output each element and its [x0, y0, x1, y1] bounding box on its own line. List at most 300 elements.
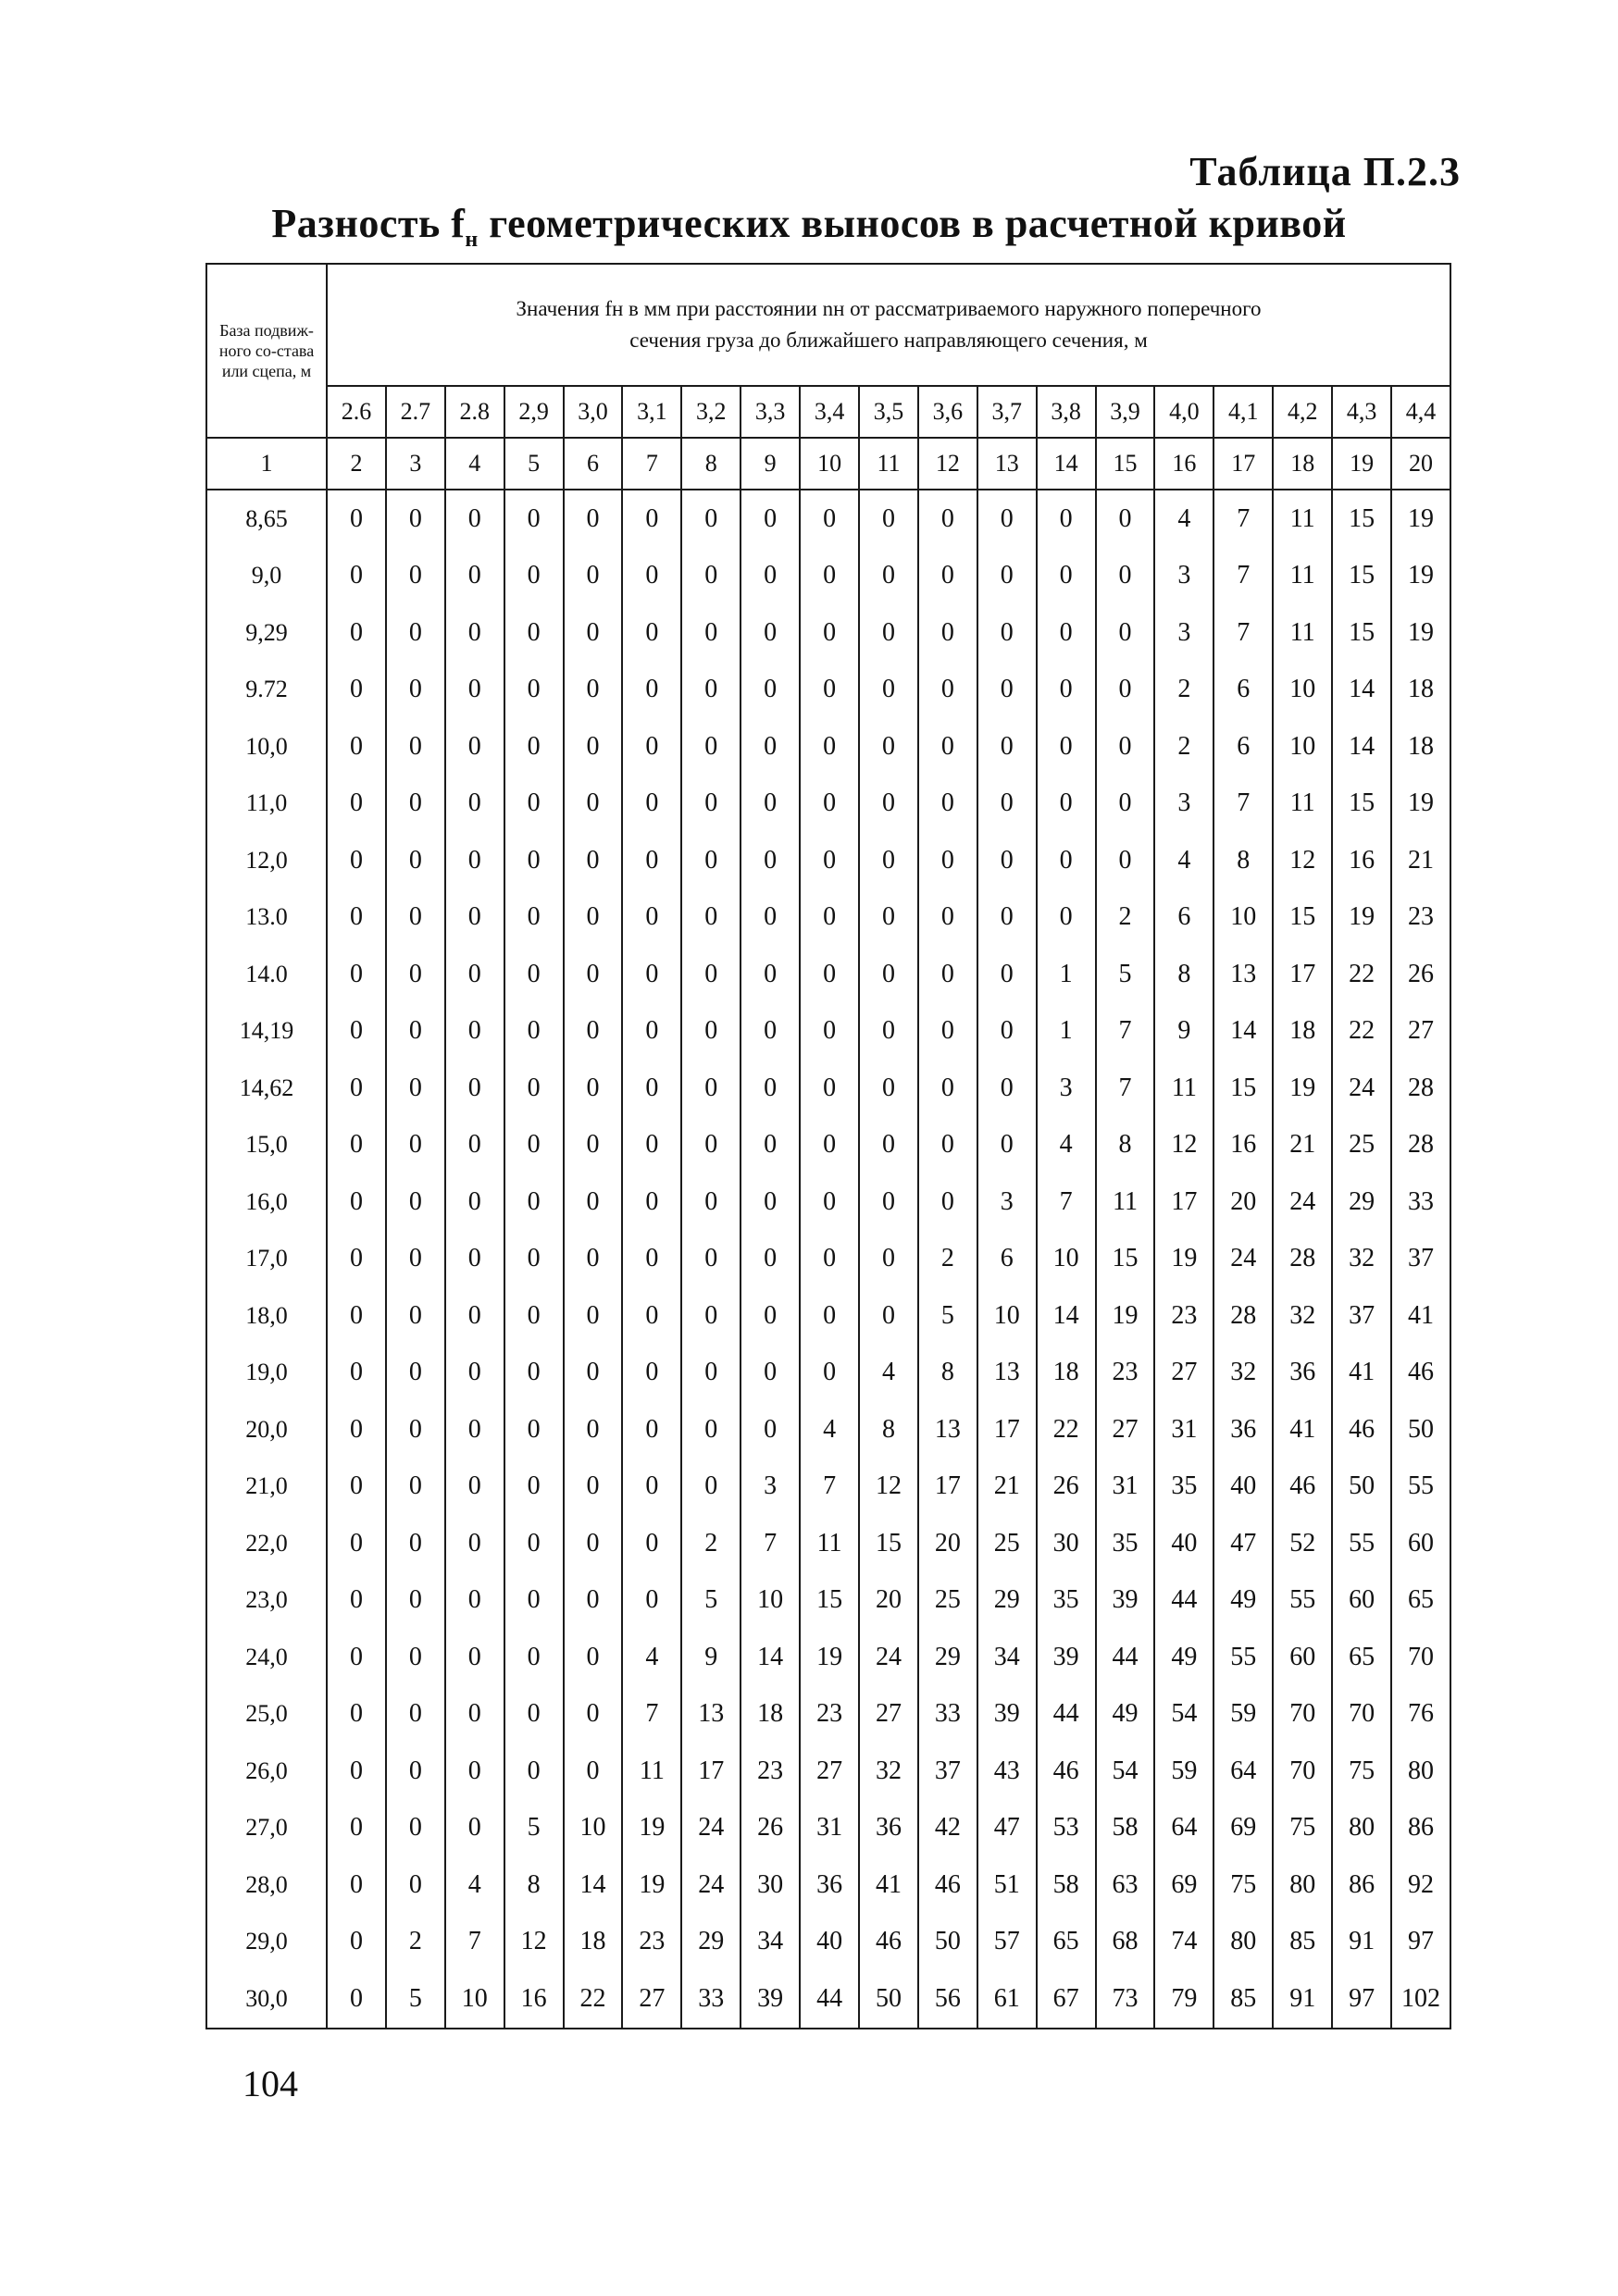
value-cell: 0 — [1096, 776, 1155, 833]
value-cell: 0 — [681, 718, 741, 776]
value-cell: 50 — [1332, 1458, 1391, 1516]
value-cell: 7 — [1096, 1060, 1155, 1117]
value-cell: 44 — [800, 1970, 859, 2029]
value-cell: 0 — [327, 662, 386, 719]
value-cell: 0 — [564, 1231, 623, 1288]
value-cell: 0 — [800, 889, 859, 947]
value-cell: 0 — [681, 1173, 741, 1231]
distance-header-cell: 4,4 — [1391, 386, 1450, 438]
value-cell: 0 — [327, 1515, 386, 1572]
value-cell: 80 — [1332, 1800, 1391, 1857]
value-cell: 0 — [622, 1345, 681, 1402]
value-cell: 0 — [681, 1060, 741, 1117]
column-number-cell: 11 — [859, 438, 918, 490]
base-cell: 8,65 — [206, 490, 327, 548]
value-cell: 11 — [1273, 548, 1332, 605]
value-cell: 8 — [859, 1401, 918, 1458]
value-cell: 0 — [445, 1401, 504, 1458]
value-cell: 65 — [1391, 1572, 1450, 1630]
column-number-cell: 3 — [386, 438, 445, 490]
value-cell: 0 — [564, 1060, 623, 1117]
value-cell: 0 — [327, 1231, 386, 1288]
value-cell: 0 — [564, 946, 623, 1003]
value-cell: 0 — [977, 604, 1037, 662]
value-cell: 23 — [1096, 1345, 1155, 1402]
value-cell: 2 — [918, 1231, 977, 1288]
value-cell: 0 — [918, 548, 977, 605]
value-cell: 0 — [445, 1003, 504, 1061]
value-cell: 0 — [741, 604, 800, 662]
value-cell: 0 — [386, 1345, 445, 1402]
value-cell: 0 — [386, 1458, 445, 1516]
value-cell: 91 — [1273, 1970, 1332, 2029]
value-cell: 28 — [1391, 1060, 1450, 1117]
value-cell: 0 — [386, 1856, 445, 1914]
value-cell: 24 — [681, 1856, 741, 1914]
value-cell: 6 — [1214, 662, 1273, 719]
value-cell: 0 — [681, 662, 741, 719]
value-cell: 4 — [800, 1401, 859, 1458]
value-cell: 25 — [1332, 1117, 1391, 1174]
value-cell: 36 — [1214, 1401, 1273, 1458]
table-row — [206, 1060, 1450, 1117]
column-number-cell: 17 — [1214, 438, 1273, 490]
distance-header-cell: 3,8 — [1037, 386, 1096, 438]
page-title — [0, 200, 1618, 253]
distance-header-cell: 2,9 — [504, 386, 564, 438]
value-cell: 18 — [564, 1914, 623, 1971]
value-cell: 40 — [800, 1914, 859, 1971]
value-cell: 12 — [504, 1914, 564, 1971]
value-cell: 8 — [918, 1345, 977, 1402]
value-cell: 0 — [386, 1287, 445, 1345]
base-cell: 23,0 — [206, 1572, 327, 1630]
distance-header-cell: 3,6 — [918, 386, 977, 438]
value-cell: 0 — [741, 718, 800, 776]
value-cell: 52 — [1273, 1515, 1332, 1572]
value-cell: 0 — [504, 1515, 564, 1572]
value-cell: 2 — [386, 1914, 445, 1971]
value-cell: 65 — [1332, 1629, 1391, 1686]
column-number-cell: 5 — [504, 438, 564, 490]
value-cell: 0 — [918, 1117, 977, 1174]
value-cell: 0 — [681, 1345, 741, 1402]
value-cell: 0 — [564, 1686, 623, 1744]
value-cell: 0 — [445, 1173, 504, 1231]
value-cell: 0 — [564, 1117, 623, 1174]
value-cell: 17 — [918, 1458, 977, 1516]
value-cell: 14 — [1332, 718, 1391, 776]
value-cell: 0 — [800, 776, 859, 833]
value-cell: 24 — [1332, 1060, 1391, 1117]
table-row — [206, 1970, 1450, 2029]
value-cell: 7 — [1214, 490, 1273, 548]
value-cell: 24 — [681, 1800, 741, 1857]
value-cell: 0 — [859, 548, 918, 605]
value-cell: 28 — [1273, 1231, 1332, 1288]
value-cell: 67 — [1037, 1970, 1096, 2029]
value-cell: 55 — [1214, 1629, 1273, 1686]
value-cell: 0 — [1037, 832, 1096, 889]
value-cell: 70 — [1273, 1743, 1332, 1800]
value-cell: 0 — [564, 548, 623, 605]
value-cell: 0 — [977, 832, 1037, 889]
value-cell: 0 — [386, 1800, 445, 1857]
value-cell: 46 — [1332, 1401, 1391, 1458]
value-cell: 0 — [327, 1970, 386, 2029]
value-cell: 0 — [504, 1117, 564, 1174]
value-cell: 20 — [918, 1515, 977, 1572]
value-cell: 0 — [741, 776, 800, 833]
value-cell: 27 — [1391, 1003, 1450, 1061]
value-cell: 97 — [1332, 1970, 1391, 2029]
value-cell: 0 — [564, 832, 623, 889]
value-cell: 0 — [504, 1686, 564, 1744]
table-row — [206, 1914, 1450, 1971]
value-cell: 0 — [564, 1743, 623, 1800]
value-cell: 0 — [741, 1287, 800, 1345]
value-cell: 6 — [1154, 889, 1214, 947]
value-cell: 10 — [741, 1572, 800, 1630]
base-cell: 27,0 — [206, 1800, 327, 1857]
value-cell: 30 — [741, 1856, 800, 1914]
value-cell: 0 — [1096, 604, 1155, 662]
value-cell: 0 — [504, 490, 564, 548]
value-cell: 32 — [1214, 1345, 1273, 1402]
value-cell: 19 — [1391, 604, 1450, 662]
value-cell: 0 — [977, 548, 1037, 605]
value-cell: 0 — [327, 604, 386, 662]
value-cell: 0 — [622, 889, 681, 947]
value-cell: 0 — [445, 1117, 504, 1174]
value-cell: 41 — [1391, 1287, 1450, 1345]
distance-header-cell: 4,1 — [1214, 386, 1273, 438]
value-cell: 17 — [1154, 1173, 1214, 1231]
value-cell: 47 — [977, 1800, 1037, 1857]
value-cell: 0 — [564, 776, 623, 833]
value-cell: 36 — [800, 1856, 859, 1914]
value-cell: 31 — [1096, 1458, 1155, 1516]
value-cell: 64 — [1214, 1743, 1273, 1800]
value-cell: 0 — [564, 662, 623, 719]
value-cell: 63 — [1096, 1856, 1155, 1914]
value-cell: 19 — [1391, 490, 1450, 548]
table-row — [206, 1686, 1450, 1744]
value-cell: 0 — [445, 1572, 504, 1630]
value-cell: 24 — [1214, 1231, 1273, 1288]
value-cell: 0 — [504, 946, 564, 1003]
value-cell: 0 — [327, 1856, 386, 1914]
value-cell: 50 — [1391, 1401, 1450, 1458]
value-cell: 0 — [918, 604, 977, 662]
value-cell: 15 — [859, 1515, 918, 1572]
base-cell: 12,0 — [206, 832, 327, 889]
value-cell: 0 — [681, 776, 741, 833]
value-cell: 0 — [622, 832, 681, 889]
value-cell: 19 — [1391, 776, 1450, 833]
base-cell: 29,0 — [206, 1914, 327, 1971]
value-cell: 0 — [386, 946, 445, 1003]
value-cell: 8 — [1096, 1117, 1155, 1174]
value-cell: 37 — [1332, 1287, 1391, 1345]
base-cell: 19,0 — [206, 1345, 327, 1402]
base-cell: 14.0 — [206, 946, 327, 1003]
value-cell: 32 — [1273, 1287, 1332, 1345]
value-cell: 0 — [327, 1401, 386, 1458]
value-cell: 0 — [741, 662, 800, 719]
value-cell: 0 — [918, 662, 977, 719]
table-row — [206, 662, 1450, 719]
value-cell: 51 — [977, 1856, 1037, 1914]
column-number-cell: 2 — [327, 438, 386, 490]
value-cell: 0 — [741, 946, 800, 1003]
value-cell: 0 — [859, 1231, 918, 1288]
value-cell: 0 — [386, 1686, 445, 1744]
value-cell: 36 — [1273, 1345, 1332, 1402]
value-cell: 0 — [386, 1401, 445, 1458]
distance-header-cell: 3,3 — [741, 386, 800, 438]
value-cell: 0 — [564, 1345, 623, 1402]
value-cell: 22 — [564, 1970, 623, 2029]
value-cell: 0 — [1037, 662, 1096, 719]
value-cell: 26 — [1391, 946, 1450, 1003]
value-cell: 0 — [504, 604, 564, 662]
value-cell: 4 — [445, 1856, 504, 1914]
value-cell: 73 — [1096, 1970, 1155, 2029]
base-cell: 28,0 — [206, 1856, 327, 1914]
value-cell: 28 — [1391, 1117, 1450, 1174]
base-cell: 16,0 — [206, 1173, 327, 1231]
value-cell: 2 — [1154, 662, 1214, 719]
value-cell: 69 — [1154, 1856, 1214, 1914]
value-cell: 0 — [327, 1686, 386, 1744]
value-cell: 0 — [504, 1458, 564, 1516]
value-cell: 14 — [1332, 662, 1391, 719]
value-cell: 43 — [977, 1743, 1037, 1800]
column-number-cell: 13 — [977, 438, 1037, 490]
value-cell: 0 — [800, 1003, 859, 1061]
value-cell: 37 — [1391, 1231, 1450, 1288]
base-cell: 13.0 — [206, 889, 327, 947]
base-cell: 22,0 — [206, 1515, 327, 1572]
value-cell: 0 — [445, 1345, 504, 1402]
value-cell: 59 — [1214, 1686, 1273, 1744]
value-cell: 21 — [1273, 1117, 1332, 1174]
value-cell: 27 — [859, 1686, 918, 1744]
column-number-cell: 20 — [1391, 438, 1450, 490]
distance-header-cell: 4,3 — [1332, 386, 1391, 438]
distance-header-cell: 3,5 — [859, 386, 918, 438]
column-number-cell: 1 — [206, 438, 327, 490]
value-cell: 0 — [918, 1060, 977, 1117]
value-cell: 40 — [1154, 1515, 1214, 1572]
value-cell: 6 — [1214, 718, 1273, 776]
value-cell: 12 — [1273, 832, 1332, 889]
value-cell: 24 — [859, 1629, 918, 1686]
value-cell: 0 — [741, 490, 800, 548]
value-cell: 9 — [681, 1629, 741, 1686]
value-cell: 54 — [1096, 1743, 1155, 1800]
value-cell: 0 — [564, 1458, 623, 1516]
header-row — [206, 264, 1450, 386]
value-cell: 0 — [327, 1743, 386, 1800]
value-cell: 7 — [1214, 548, 1273, 605]
value-cell: 0 — [681, 548, 741, 605]
title-before: Разность — [271, 201, 452, 246]
value-cell: 0 — [327, 1117, 386, 1174]
value-cell: 0 — [386, 548, 445, 605]
value-cell: 21 — [977, 1458, 1037, 1516]
value-cell: 18 — [1391, 718, 1450, 776]
table-row — [206, 946, 1450, 1003]
table-row — [206, 1117, 1450, 1174]
distance-header-cell: 3,9 — [1096, 386, 1155, 438]
value-cell: 0 — [918, 832, 977, 889]
table-row — [206, 490, 1450, 548]
value-cell: 35 — [1096, 1515, 1155, 1572]
value-cell: 0 — [1096, 548, 1155, 605]
table-row — [206, 1515, 1450, 1572]
value-cell: 58 — [1096, 1800, 1155, 1857]
value-cell: 0 — [800, 1231, 859, 1288]
value-cell: 0 — [800, 604, 859, 662]
value-cell: 0 — [977, 718, 1037, 776]
table-body — [206, 490, 1450, 2029]
value-cell: 86 — [1391, 1800, 1450, 1857]
value-cell: 5 — [504, 1800, 564, 1857]
value-cell: 0 — [681, 1117, 741, 1174]
value-cell: 10 — [1214, 889, 1273, 947]
value-cell: 0 — [445, 1686, 504, 1744]
value-cell: 0 — [564, 1173, 623, 1231]
table-row — [206, 1458, 1450, 1516]
value-cell: 13 — [977, 1345, 1037, 1402]
value-cell: 0 — [681, 1003, 741, 1061]
value-cell: 4 — [859, 1345, 918, 1402]
value-cell: 0 — [741, 1117, 800, 1174]
value-cell: 0 — [859, 1287, 918, 1345]
value-cell: 0 — [327, 490, 386, 548]
value-cell: 33 — [681, 1970, 741, 2029]
value-cell: 0 — [977, 662, 1037, 719]
value-cell: 0 — [859, 1173, 918, 1231]
value-cell: 102 — [1391, 1970, 1450, 2029]
value-cell: 0 — [741, 1231, 800, 1288]
value-cell: 0 — [741, 1401, 800, 1458]
value-cell: 2 — [1154, 718, 1214, 776]
value-cell: 0 — [977, 1117, 1037, 1174]
value-cell: 15 — [1332, 776, 1391, 833]
value-cell: 0 — [327, 1572, 386, 1630]
value-cell: 8 — [1214, 832, 1273, 889]
value-cell: 0 — [859, 1003, 918, 1061]
value-cell: 0 — [504, 1401, 564, 1458]
value-cell: 0 — [859, 889, 918, 947]
value-cell: 19 — [1096, 1287, 1155, 1345]
value-cell: 0 — [445, 1800, 504, 1857]
value-cell: 60 — [1332, 1572, 1391, 1630]
value-cell: 0 — [445, 946, 504, 1003]
value-cell: 5 — [918, 1287, 977, 1345]
value-cell: 0 — [445, 718, 504, 776]
value-cell: 35 — [1154, 1458, 1214, 1516]
table-row — [206, 604, 1450, 662]
value-cell: 13 — [1214, 946, 1273, 1003]
value-cell: 56 — [918, 1970, 977, 2029]
column-number-cell: 10 — [800, 438, 859, 490]
value-cell: 75 — [1273, 1800, 1332, 1857]
value-cell: 50 — [918, 1914, 977, 1971]
value-cell: 0 — [681, 946, 741, 1003]
value-cell: 15 — [1332, 548, 1391, 605]
value-cell: 50 — [859, 1970, 918, 2029]
value-cell: 57 — [977, 1914, 1037, 1971]
column-number-cell: 16 — [1154, 438, 1214, 490]
value-cell: 23 — [1391, 889, 1450, 947]
value-cell: 60 — [1273, 1629, 1332, 1686]
value-cell: 7 — [1037, 1173, 1096, 1231]
value-cell: 55 — [1332, 1515, 1391, 1572]
table-row — [206, 548, 1450, 605]
value-cell: 18 — [741, 1686, 800, 1744]
value-cell: 19 — [800, 1629, 859, 1686]
value-cell: 16 — [504, 1970, 564, 2029]
value-cell: 0 — [445, 1287, 504, 1345]
value-cell: 22 — [1037, 1401, 1096, 1458]
value-cell: 29 — [977, 1572, 1037, 1630]
base-cell: 18,0 — [206, 1287, 327, 1345]
value-cell: 0 — [445, 1743, 504, 1800]
value-cell: 7 — [445, 1914, 504, 1971]
value-cell: 46 — [1391, 1345, 1450, 1402]
value-cell: 0 — [681, 889, 741, 947]
table-row — [206, 832, 1450, 889]
value-cell: 11 — [1154, 1060, 1214, 1117]
table-row — [206, 776, 1450, 833]
value-cell: 4 — [1037, 1117, 1096, 1174]
distance-header-cell: 4,2 — [1273, 386, 1332, 438]
value-cell: 0 — [445, 1231, 504, 1288]
base-cell: 26,0 — [206, 1743, 327, 1800]
value-cell: 11 — [1096, 1173, 1155, 1231]
value-cell: 0 — [1096, 718, 1155, 776]
value-cell: 0 — [386, 1060, 445, 1117]
value-cell: 0 — [564, 1003, 623, 1061]
value-cell: 25 — [918, 1572, 977, 1630]
value-cell: 0 — [564, 1287, 623, 1345]
value-cell: 0 — [800, 662, 859, 719]
value-cell: 15 — [1273, 889, 1332, 947]
value-cell: 0 — [741, 889, 800, 947]
value-cell: 23 — [1154, 1287, 1214, 1345]
value-cell: 70 — [1332, 1686, 1391, 1744]
value-cell: 0 — [386, 1231, 445, 1288]
distance-header-cell: 3,1 — [622, 386, 681, 438]
value-cell: 10 — [445, 1970, 504, 2029]
value-cell: 55 — [1391, 1458, 1450, 1516]
value-cell: 0 — [386, 889, 445, 947]
value-cell: 15 — [800, 1572, 859, 1630]
value-cell: 0 — [327, 832, 386, 889]
page-number: 104 — [243, 2063, 298, 2104]
value-cell: 46 — [1273, 1458, 1332, 1516]
row-header: База подвиж-ного со-става или сцепа, м — [206, 264, 327, 438]
value-cell: 5 — [1096, 946, 1155, 1003]
value-cell: 0 — [327, 1458, 386, 1516]
value-cell: 25 — [977, 1515, 1037, 1572]
value-cell: 0 — [504, 1743, 564, 1800]
value-cell: 0 — [445, 604, 504, 662]
